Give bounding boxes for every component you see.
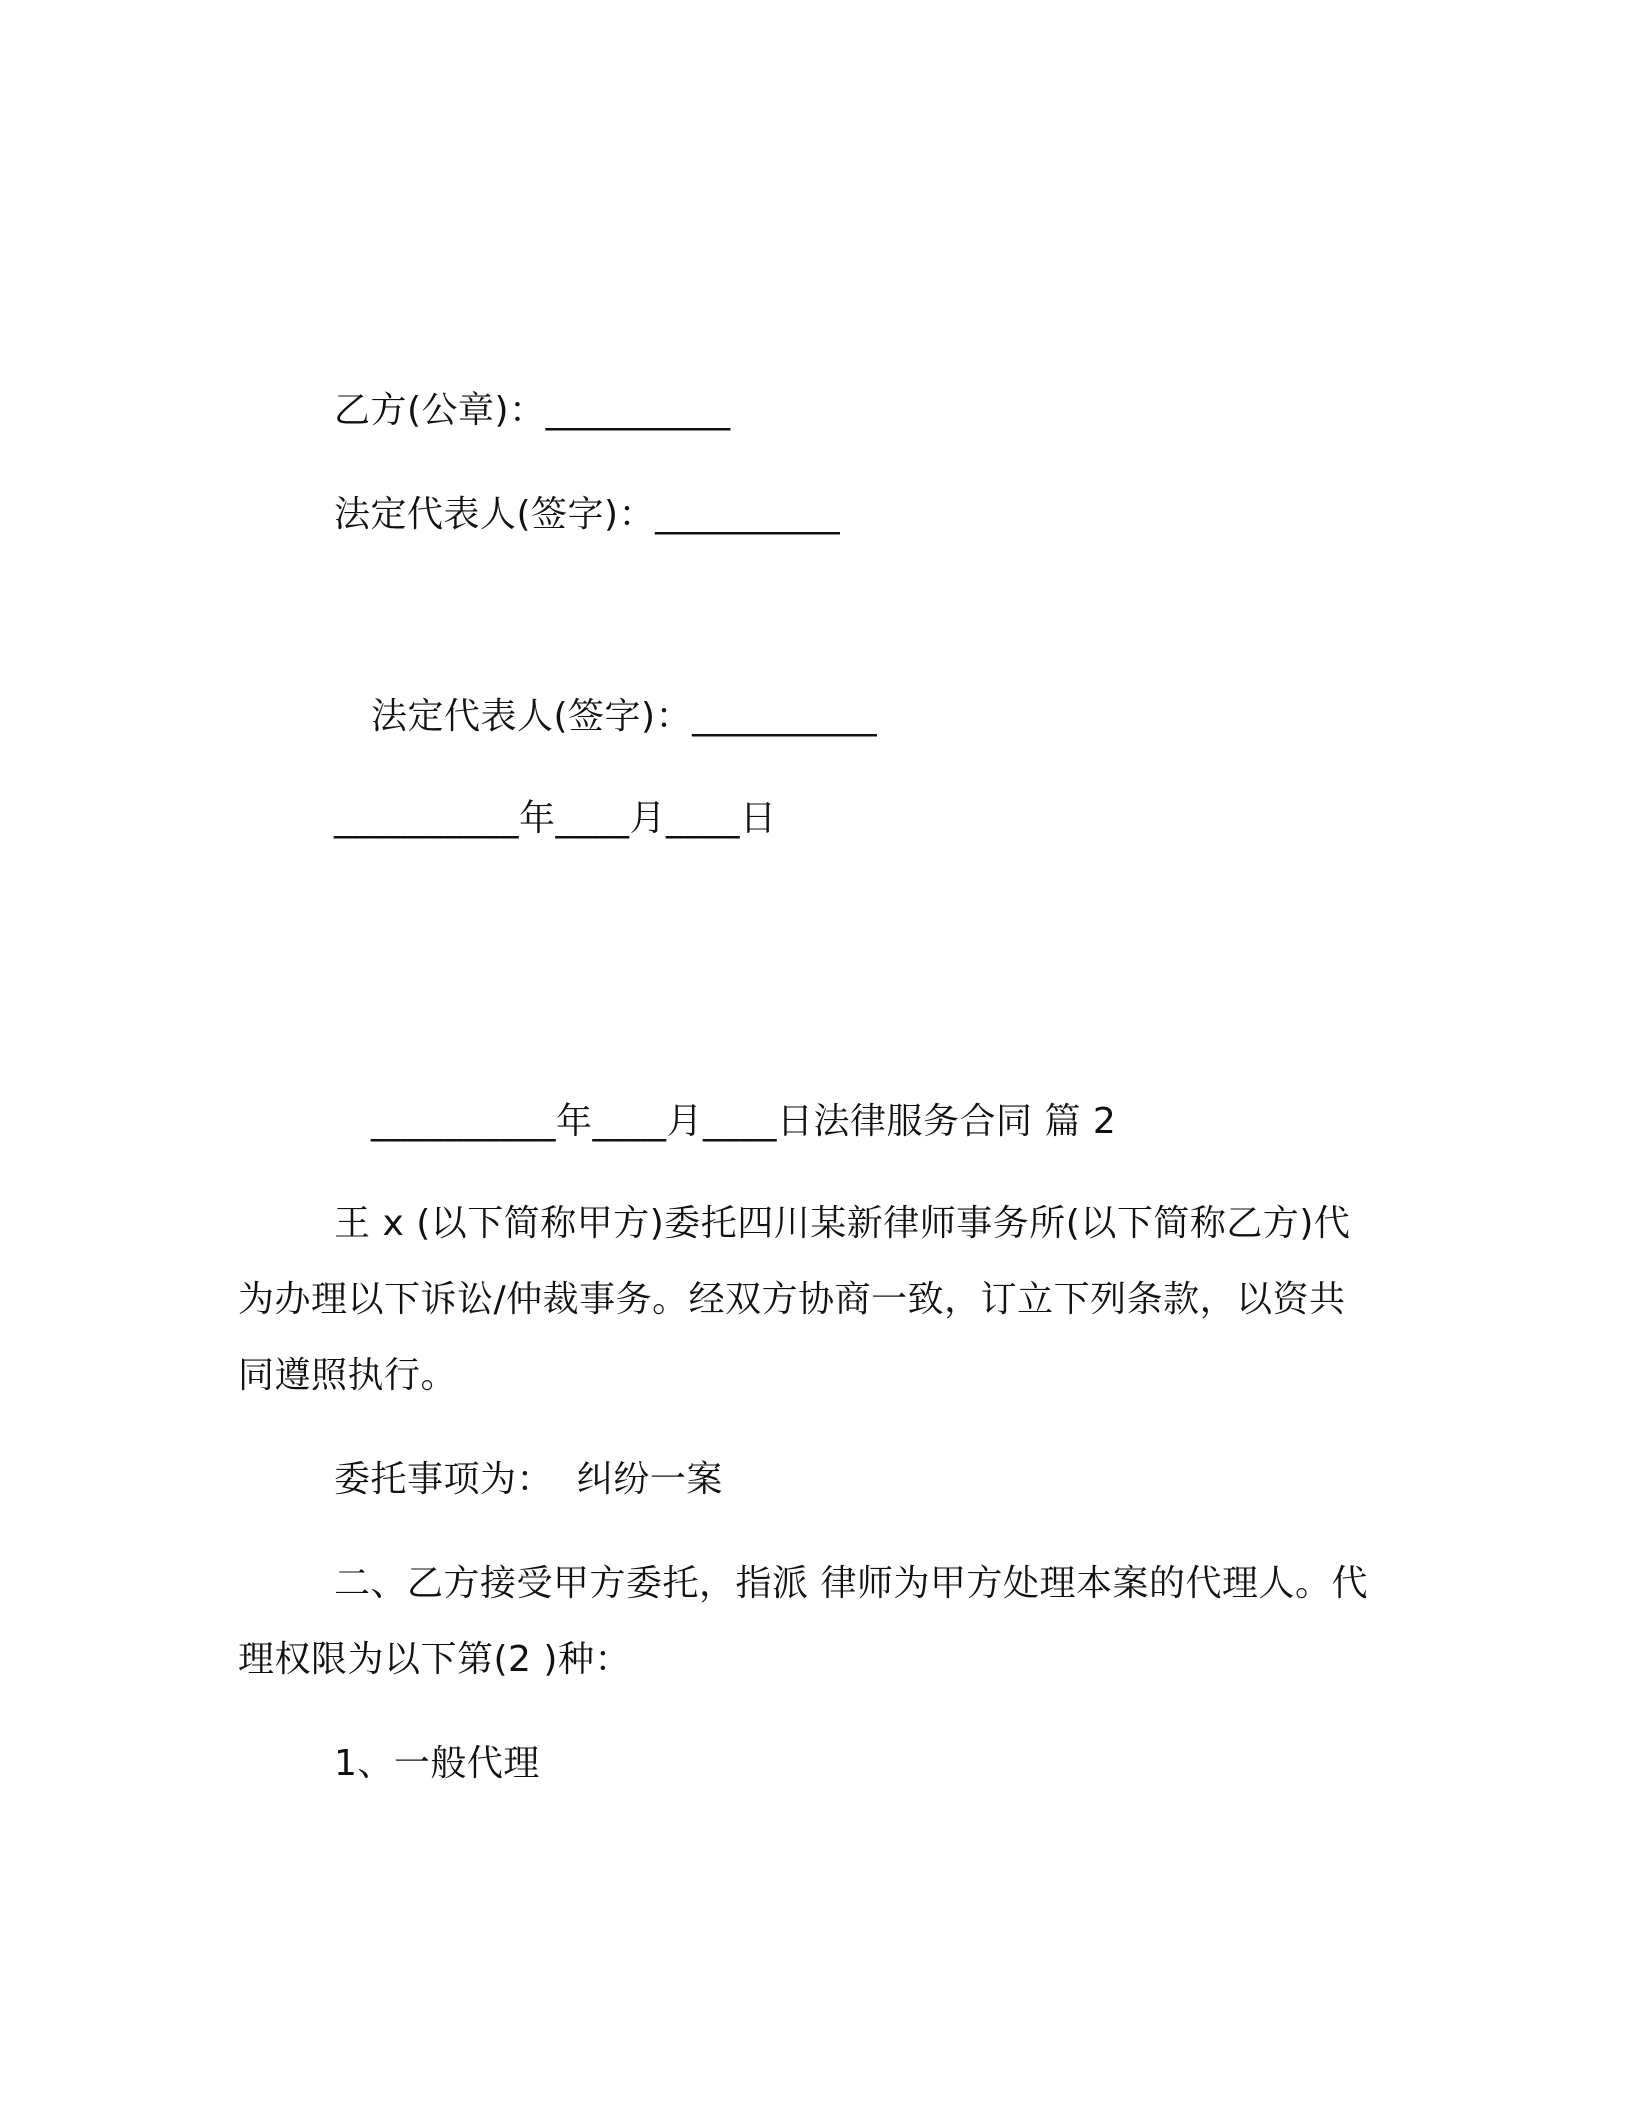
legal-representative-signature-line: 法定代表人(签字)：__________: [334, 494, 841, 535]
clause-2-line-2: 理权限为以下第(2 )种：: [238, 1639, 631, 1680]
intro-paragraph-line-3: 同遵照执行。: [238, 1355, 458, 1396]
contract-title: __________年____月____日法律服务合同 篇 2: [371, 1101, 1117, 1142]
intro-paragraph-line-2: 为办理以下诉讼/仲裁事务。经双方协商一致，订立下列条款，以资共: [238, 1279, 1346, 1320]
legal-representative-signature-line-2: 法定代表人(签字)：__________: [371, 696, 878, 737]
clause-2-line-1: 二、乙方接受甲方委托，指派 律师为甲方处理本案的代理人。代: [334, 1563, 1368, 1604]
entrusted-matter-line: 委托事项为： 纠纷一案: [334, 1459, 723, 1500]
signature-date-line: __________年____月____日: [334, 798, 777, 839]
party-b-seal-line: 乙方(公章)：__________: [334, 390, 731, 431]
agency-type-item-1: 1、一般代理: [334, 1743, 540, 1784]
intro-paragraph-line-1: 王 x (以下简称甲方)委托四川某新律师事务所(以下简称乙方)代: [334, 1203, 1351, 1244]
